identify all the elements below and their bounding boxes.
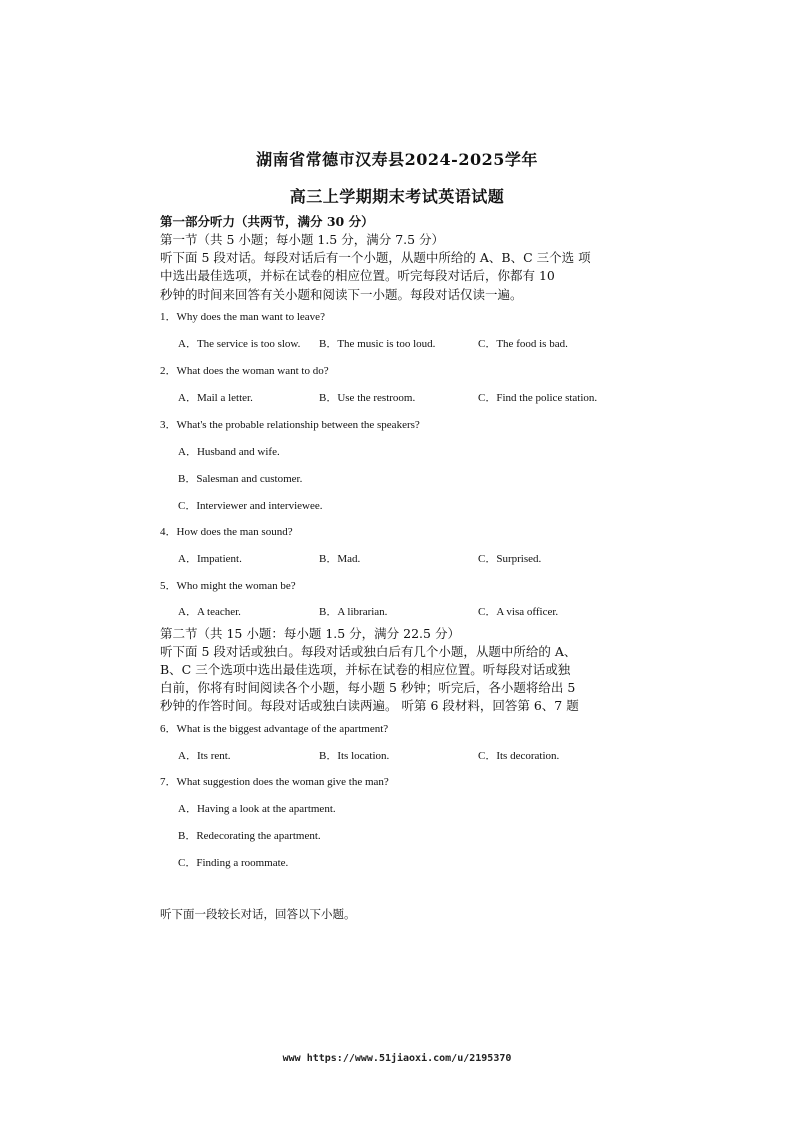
q6-option-a: A．Its rent. bbox=[178, 750, 231, 762]
section2-instructions-line: 白前，你将有时间阅读各个小题，每小题 5 秒钟；听完后，各小题将给出 5 bbox=[160, 680, 576, 695]
question-3: 3．What's the probable relationship between the speakers? bbox=[160, 419, 420, 431]
question-1: 1．Why does the man want to leave? bbox=[160, 311, 325, 323]
section1-instructions-line: 听下面 5 段对话。每段对话后有一个小题，从题中所给的 A、B、C 三个选 项 bbox=[160, 250, 591, 265]
q1-option-a: A．The service is too slow. bbox=[178, 338, 301, 350]
q5-option-a: A．A teacher. bbox=[178, 606, 241, 618]
footer-watermark-url: www https://www.51jiaoxi.com/u/2195370 bbox=[282, 1053, 512, 1064]
question-5: 5．Who might the woman be? bbox=[160, 580, 296, 592]
q7-option-a: A．Having a look at the apartment. bbox=[178, 803, 336, 815]
q6-option-c: C．Its decoration. bbox=[478, 750, 560, 762]
q4-option-c: C．Surprised. bbox=[478, 553, 542, 565]
section2-instructions-line: 秒钟的作答时间。每段对话或独白读两遍。 听第 6 段材料，回答第 6、7 题 bbox=[160, 698, 579, 713]
q3-option-c: C．Interviewer and interviewee. bbox=[178, 500, 323, 512]
q2-option-b: B．Use the restroom. bbox=[319, 392, 416, 404]
q5-option-c: C．A visa officer. bbox=[478, 606, 559, 618]
q1-option-c: C．The food is bad. bbox=[478, 338, 568, 350]
q7-option-b: B．Redecorating the apartment. bbox=[178, 830, 321, 842]
section1-instructions-line: 秒钟的时间来回答有关小题和阅读下一小题。每段对话仅读一遍。 bbox=[160, 287, 523, 302]
q2-option-a: A．Mail a letter. bbox=[178, 392, 253, 404]
q4-option-b: B．Mad. bbox=[319, 553, 361, 565]
q3-option-b: B．Salesman and customer. bbox=[178, 473, 303, 485]
question-6: 6．What is the biggest advantage of the apartment? bbox=[160, 723, 389, 735]
q7-option-c: C．Finding a roommate. bbox=[178, 857, 289, 869]
question-2: 2．What does the woman want to do? bbox=[160, 365, 329, 377]
title-line-1: 湖南省常德市汉寿县2024-2025学年 bbox=[256, 150, 538, 169]
section1-heading: 第一节（共 5 小题；每小题 1.5 分，满分 7.5 分） bbox=[160, 232, 445, 247]
q5-option-b: B．A librarian. bbox=[319, 606, 388, 618]
question-7: 7．What suggestion does the woman give the man? bbox=[160, 776, 389, 788]
section2-instructions-line: B、C 三个选项中选出最佳选项，并标在试卷的相应位置。听每段对话或独 bbox=[160, 662, 571, 677]
section2-instructions-line: 听下面 5 段对话或独白。每段对话或独白后有几个小题，从题中所给的 A、 bbox=[160, 644, 577, 659]
closing-note: 听下面一段较长对话，回答以下小题。 bbox=[160, 907, 356, 921]
section1-instructions-line: 中选出最佳选项，并标在试卷的相应位置。听完每段对话后，你都有 10 bbox=[160, 268, 555, 283]
title-line-2: 高三上学期期末考试英语试题 bbox=[289, 187, 505, 206]
question-4: 4．How does the man sound? bbox=[160, 526, 293, 538]
q3-option-a: A．Husband and wife. bbox=[178, 446, 280, 458]
q1-option-b: B．The music is too loud. bbox=[319, 338, 436, 350]
q6-option-b: B．Its location. bbox=[319, 750, 390, 762]
q4-option-a: A．Impatient. bbox=[178, 553, 242, 565]
part1-heading: 第一部分听力（共两节，满分 30 分） bbox=[160, 214, 374, 229]
q2-option-c: C．Find the police station. bbox=[478, 392, 598, 404]
section2-heading: 第二节（共 15 小题：每小题 1.5 分，满分 22.5 分） bbox=[160, 626, 460, 641]
